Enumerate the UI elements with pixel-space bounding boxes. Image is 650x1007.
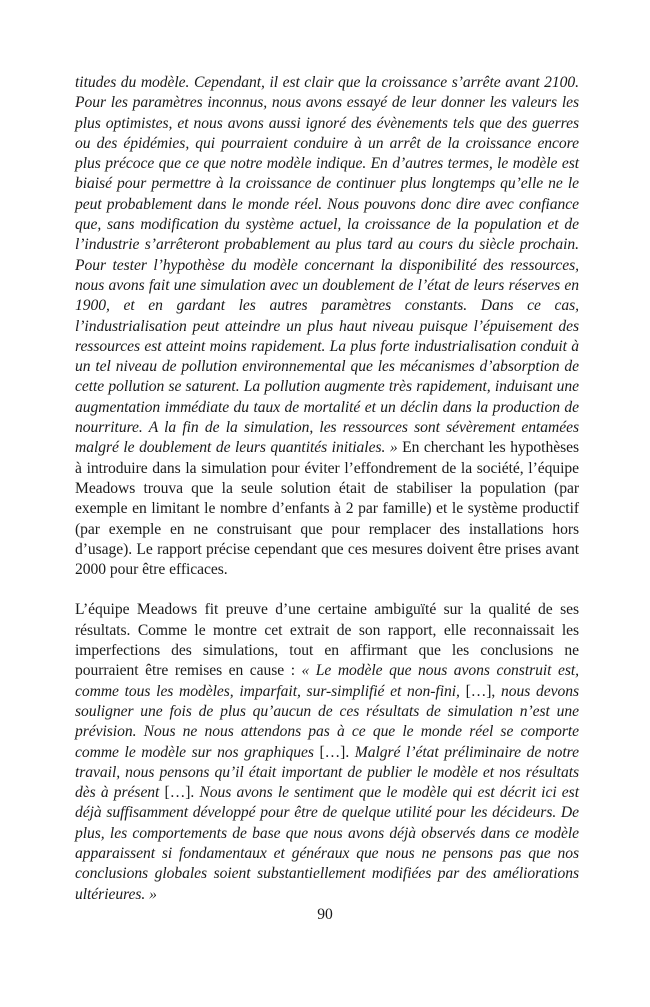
- ellipsis-bracket: […],: [465, 682, 496, 700]
- page-number: 90: [317, 906, 333, 923]
- body-text: En cherchant les hypothèses à introduire dans la simulation pour éviter l’effondrement de la société, l’équipe Meadows trouva que la seule solution était de stabiliser la population (par exemple en limitant le nombre d’enfants à 2 par famille) et le système productif (par exemple en ne construisant que pour remplacer des installations hors d’usage). Le rapport précise cependant que ces mesures doivent être prises avant 2000 pour être efficaces.: [75, 439, 579, 579]
- paragraph-meadows-ambiguity: [75, 600, 579, 904]
- ellipsis-bracket: […].: [319, 743, 350, 761]
- quote-text: Nous avons le sentiment que le modèle qui est décrit ici est déjà suffisamment développé pour être de quelque utilité pour les décideurs. De plus, les comportements de base que nous avons déjà observés dans ce modèle apparaissent si fondamentaux et généraux que nous ne pensons pas que nos conclusions globales soient substantiellement modifiées par des améliorations ultérieures. »: [75, 784, 579, 903]
- quote-text: « Le modèle que nous avons construit est, comme tous les modèles, imparfait, sur-simplifié et non-fini,: [75, 662, 579, 700]
- page-body: [75, 73, 579, 905]
- quote-text: titudes du modèle. Cependant, il est clair que la croissance s’arrête avant 2100. Pour les paramètres inconnus, nous avons essayé de leur donner les valeurs les plus optimistes, et nous avons aussi ignoré des évènements tels que des guerres ou des épidémies, qui pourraient conduire à un arrêt de la croissance encore plus précoce que ce que notre modèle indique. En d’autres termes, le modèle est biaisé pour permettre à la croissance de continuer plus longtemps qu’elle ne le peut probablement dans le monde réel. Nous pouvons donc dire avec confiance que, sans modification du système actuel, la croissance de la population et de l’industrie s’arrêteront probablement au plus tard au cours du siècle prochain. Pour tester l’hypothèse du modèle concernant la disponibilité des ressources, nous avons fait une simulation avec un doublement de l’état de leurs réserves en 1900, et en gardant les autres paramètres constants. Dans ce cas, l’industrialisation peut atteindre un plus haut niveau puisque l’épuisement des ressources est atteint moins rapidement. La plus forte industrialisation conduit à un tel niveau de pollution environnemental que les mécanismes d’absorption de cette pollution se saturent. La pollution augmente très rapidement, induisant une augmentation immédiate du taux de mortalité et un déclin dans la production de nourriture. A la fin de la simulation, les ressources sont sévèrement entamées malgré le doublement de leurs quantités initiales. »: [75, 74, 579, 457]
- quote-text: nous devons souligner une fois de plus qu’aucun de ces résultats de simulation n’est une prévision. Nous ne nous attendons pas à ce que le monde réel se comporte comme le modèle sur nos graphiques: [75, 682, 579, 761]
- ellipsis-bracket: […].: [164, 784, 195, 802]
- paragraph-quote-continuation: [75, 73, 579, 580]
- body-text: L’équipe Meadows fit preuve d’une certaine ambiguïté sur la qualité de ses résultats. Comme le montre cet extrait de son rapport, elle reconnaissait les imperfections des simulations, tout en affirmant que les conclusions ne pourraient être remises en cause :: [75, 601, 579, 680]
- quote-text: Malgré l’état préliminaire de notre travail, nous pensons qu’il était important de publier le modèle et nos résultats dès à présent: [75, 743, 579, 802]
